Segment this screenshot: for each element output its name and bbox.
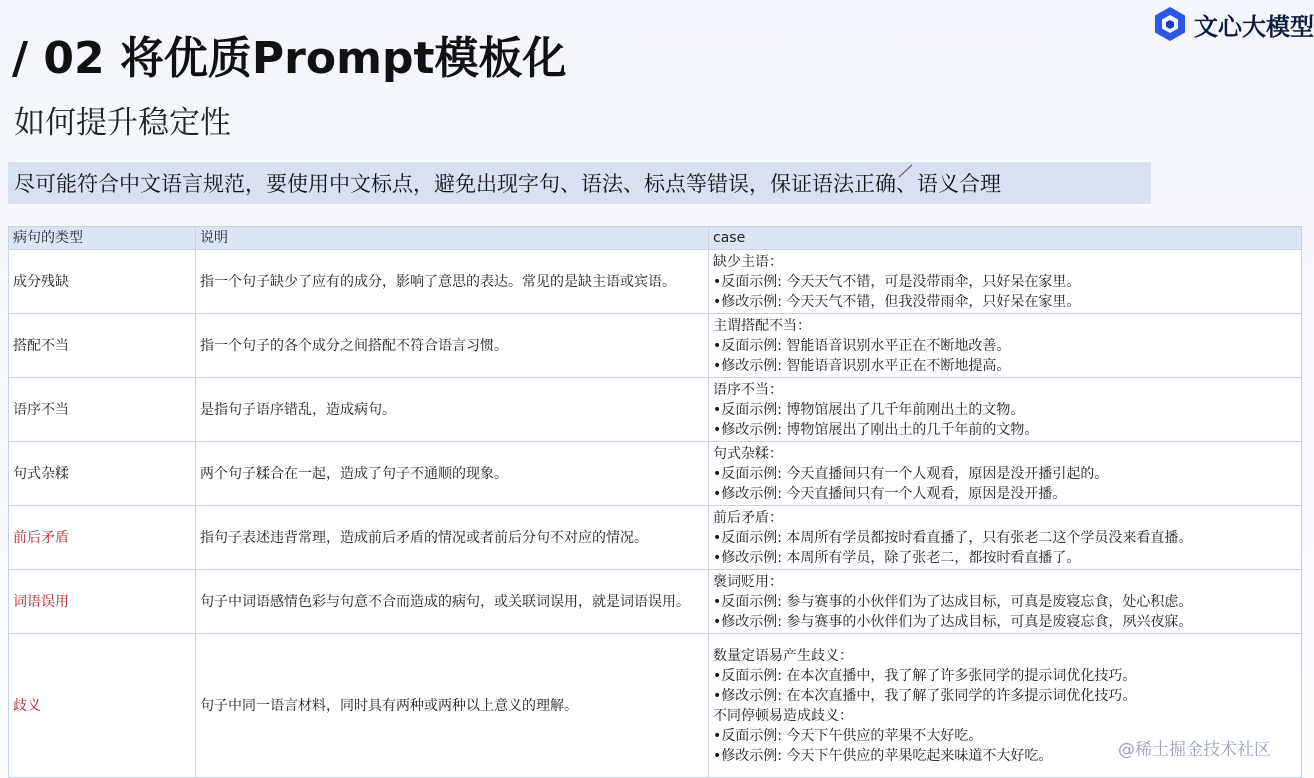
table-row (9, 314, 1302, 378)
banner-text: 尽可能符合中文语言规范，要使用中文标点，避免出现字句、语法、标点等错误，保证语法正确、语义合理 (14, 172, 1001, 196)
type-cell: 成分残缺 (9, 250, 196, 314)
pen-cursor-icon (897, 163, 915, 179)
highlight-banner (8, 162, 1151, 204)
case-line: 语序不当： (713, 382, 783, 398)
table-row (9, 442, 1302, 506)
type-cell: 搭配不当 (9, 314, 196, 378)
case-line: •反面示例: 参与赛事的小伙伴们为了达成目标，可真是废寝忘食，处心积虑。 (713, 594, 1193, 610)
table-header-row (9, 227, 1302, 250)
desc-cell: 句子中同一语言材料，同时具有两种或两种以上意义的理解。 (196, 634, 709, 778)
column-header-desc: 说明 (196, 227, 709, 250)
case-cell (709, 570, 1302, 634)
case-line: •反面示例: 博物馆展出了几千年前刚出土的文物。 (713, 402, 1025, 418)
desc-cell: 是指句子语序错乱，造成病句。 (196, 378, 709, 442)
table-row (9, 378, 1302, 442)
desc-cell: 两个句子糅合在一起，造成了句子不通顺的现象。 (196, 442, 709, 506)
desc-cell: 指一个句子的各个成分之间搭配不符合语言习惯。 (196, 314, 709, 378)
table-row (9, 570, 1302, 634)
case-line: •修改示例: 博物馆展出了刚出土的几千年前的文物。 (713, 422, 1039, 438)
type-cell: 语序不当 (9, 378, 196, 442)
case-line: •修改示例: 今天天气不错，但我没带雨伞，只好呆在家里。 (713, 294, 1081, 310)
grammar-error-table (8, 226, 1301, 778)
type-cell: 句式杂糅 (9, 442, 196, 506)
case-cell (709, 250, 1302, 314)
case-line: 前后矛盾： (713, 510, 783, 526)
case-line: •修改示例: 在本次直播中，我了解了张同学的许多提示词优化技巧。 (713, 688, 1137, 704)
table-row (9, 506, 1302, 570)
case-line: •反面示例: 本周所有学员都按时看直播了，只有张老二这个学员没来看直播。 (713, 530, 1193, 546)
watermark: @稀土掘金技术社区 (1118, 740, 1271, 760)
brand-logo (1154, 6, 1314, 42)
cube-logo-icon (1154, 6, 1186, 42)
type-cell: 词语误用 (9, 570, 196, 634)
case-line: •反面示例: 今天下午供应的苹果不大好吃。 (713, 728, 983, 744)
case-line: •反面示例: 在本次直播中，我了解了许多张同学的提示词优化技巧。 (713, 668, 1137, 684)
page-title: / 02 将优质Prompt模板化 (12, 33, 567, 84)
desc-cell: 句子中词语感情色彩与句意不合而造成的病句，或关联词误用，就是词语误用。 (196, 570, 709, 634)
column-header-case: case (709, 227, 1302, 250)
case-line: 数量定语易产生歧义： (713, 648, 853, 664)
desc-cell: 指一个句子缺少了应有的成分，影响了意思的表达。常见的是缺主语或宾语。 (196, 250, 709, 314)
column-header-type: 病句的类型 (9, 227, 196, 250)
case-line: •修改示例: 今天下午供应的苹果吃起来味道不大好吃。 (713, 748, 1053, 764)
page-subtitle: 如何提升稳定性 (14, 105, 231, 141)
case-line: 褒词贬用： (713, 574, 783, 590)
case-line: 句式杂糅： (713, 446, 783, 462)
case-line: 缺少主语： (713, 254, 783, 270)
table-row (9, 634, 1302, 778)
type-cell: 前后矛盾 (9, 506, 196, 570)
case-line: 不同停顿易造成歧义： (713, 708, 853, 724)
case-cell (709, 378, 1302, 442)
case-cell (709, 314, 1302, 378)
case-line: •修改示例: 今天直播间只有一个人观看，原因是没开播。 (713, 486, 1067, 502)
table-row (9, 250, 1302, 314)
case-line: •反面示例: 今天天气不错，可是没带雨伞，只好呆在家里。 (713, 274, 1081, 290)
case-line: •反面示例: 今天直播间只有一个人观看，原因是没开播引起的。 (713, 466, 1109, 482)
desc-cell: 指句子表述违背常理，造成前后矛盾的情况或者前后分句不对应的情况。 (196, 506, 709, 570)
case-line: •反面示例: 智能语音识别水平正在不断地改善。 (713, 338, 1011, 354)
case-line: •修改示例: 参与赛事的小伙伴们为了达成目标，可真是废寝忘食，夙兴夜寐。 (713, 614, 1193, 630)
case-cell (709, 506, 1302, 570)
logo-text: 文心大模型 (1194, 12, 1314, 41)
case-line: •修改示例: 本周所有学员，除了张老二，都按时看直播了。 (713, 550, 1081, 566)
case-cell (709, 442, 1302, 506)
case-line: 主谓搭配不当： (713, 318, 811, 334)
case-line: •修改示例: 智能语音识别水平正在不断地提高。 (713, 358, 1011, 374)
type-cell: 歧义 (9, 634, 196, 778)
